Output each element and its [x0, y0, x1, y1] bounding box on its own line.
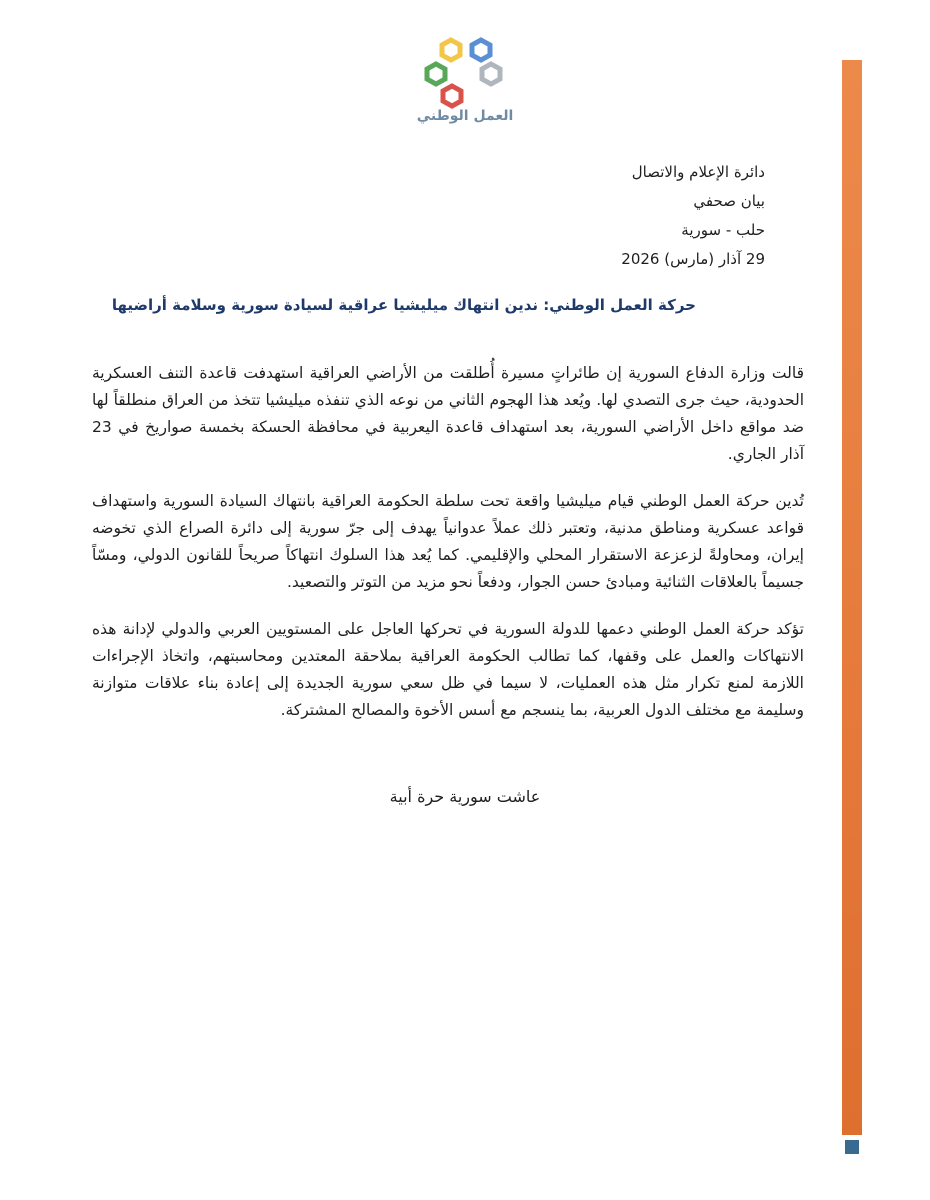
body-paragraph: تؤكد حركة العمل الوطني دعمها للدولة السورية في تحركها العاجل على المستويين العربي والدولي لإدانة هذه الانتهاكات والعمل على وقفها، كما تطالب الحكومة العراقية بملاحقة المعتدين ومحاسبتهم، واتخاذ الإجراءات اللازمة لمنع تكرار مثل هذه العمليات، لا سيما في ظل سعي سورية الجديدة إلى إعادة بناء علاقات متوازنة وسليمة مع مختلف الدول العربية، بما ينسجم مع أسس الأخوة والمصالح المشتركة. [92, 620, 804, 719]
statement-body [92, 360, 804, 744]
body-paragraph: تُدين حركة العمل الوطني قيام ميليشيا واقعة تحت سلطة الحكومة العراقية بانتهاك السيادة السورية واستهداف قواعد عسكرية ومناطق مدنية، وتعتبر ذلك عملاً عدوانياً يهدف إلى جرّ سورية إلى دائرة الصراع الذي تخوضه إيران، ومحاولةً لزعزعة الاستقرار المحلي والإقليمي. كما يُعد هذا السلوك انتهاكاً صريحاً للقانون الدولي، ومسّاً جسيماً بالعلاقات الثنائية ومبادئ حسن الجوار، ودفعاً نحو مزيد من التوتر والتصعيد. [92, 492, 804, 591]
department-name: دائرة الإعلام والاتصال [631, 163, 765, 181]
body-paragraph: قالت وزارة الدفاع السورية إن طائراتٍ مسيرة أُطلقت من الأراضي العراقية استهدفت قاعدة التنف العسكرية الحدودية، حيث جرى التصدي لها. ويُعد هذا الهجوم الثاني من نوعه الذي تنفذه ميليشيا تتخذ من العراق منطلقاً لها ضد مواقع داخل الأراضي السورية، بعد استهداف قاعدة اليعربية في محافظة الحسكة بخمسة صواريخ في 23 آذار الجاري. [92, 364, 804, 463]
document-type: بيان صحفي [693, 192, 765, 210]
decorative-accent-square [845, 1140, 859, 1154]
logo-hexagon-yellow [442, 40, 460, 60]
logo-hexagon-gray [482, 64, 500, 84]
document-location: حلب - سورية [681, 221, 765, 239]
closing-slogan: عاشت سورية حرة أبية [389, 787, 541, 806]
logo-text: العمل الوطني [416, 108, 514, 124]
statement-headline: حركة العمل الوطني: ندين انتهاك ميليشيا عراقية لسيادة سورية وسلامة أراضيها [111, 296, 696, 314]
document-date: 29 آذار (مارس) 2026 [621, 250, 765, 268]
document-header [465, 158, 765, 274]
decorative-accent-bar [842, 60, 862, 1135]
logo-hexagon-blue [472, 40, 490, 60]
logo-hexagon-green [427, 64, 445, 84]
logo-hexagon-red [443, 86, 461, 106]
